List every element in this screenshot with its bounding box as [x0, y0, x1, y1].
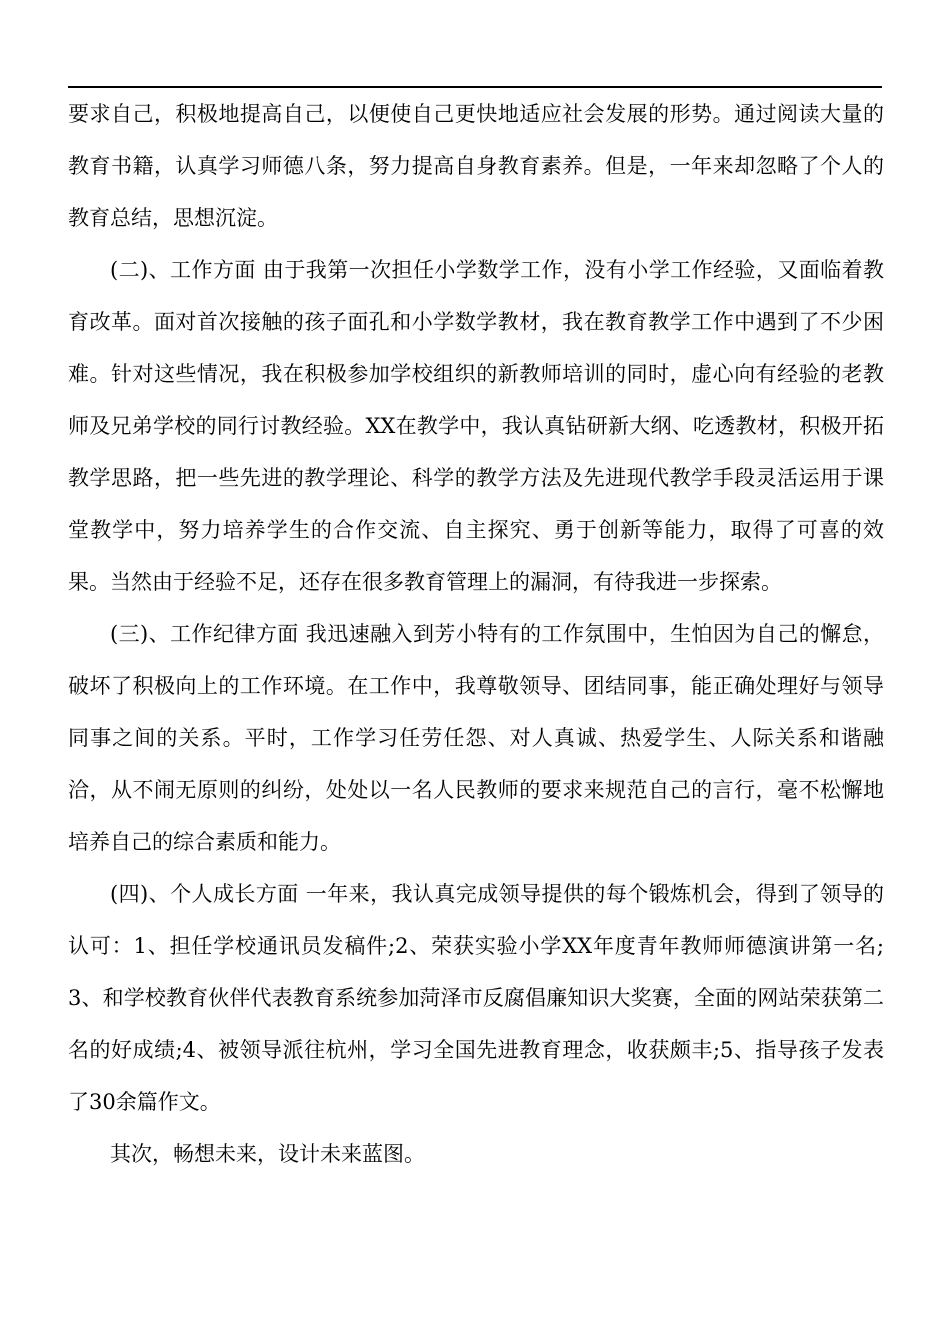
- paragraph-work-aspect: (二)、工作方面 由于我第一次担任小学数学工作，没有小学工作经验，又面临着教育改革。面对首次接触的孩子面孔和小学数学教材，我在教育教学工作中遇到了不少困难。针对这些情况，我在积极参加学校组织的新教师培训的同时，虚心向有经验的老教师及兄弟学校的同行讨教经验。XX在教学中，我认真钻研新大纲、吃透教材，积极开拓教学思路，把一些先进的教学理论、科学的教学方法及先进现代教学手段灵活运用于课堂教学中，努力培养学生的合作交流、自主探究、勇于创新等能力，取得了可喜的效果。当然由于经验不足，还存在很多教育管理上的漏洞，有待我进一步探索。: [68, 258, 884, 594]
- paragraph-future: 其次，畅想未来，设计未来蓝图。: [110, 1142, 425, 1166]
- document-body: [68, 88, 884, 1180]
- paragraph-continuation: 要求自己，积极地提高自己，以便使自己更快地适应社会发展的形势。通过阅读大量的教育书籍，认真学习师德八条，努力提高自身教育素养。但是，一年来却忽略了个人的教育总结，思想沉淀。: [68, 102, 884, 230]
- paragraph-personal-growth: (四)、个人成长方面 一年来，我认真完成领导提供的每个锻炼机会，得到了领导的认可：1、担任学校通讯员发稿件;2、荣获实验小学XX年度青年教师师德演讲第一名;3、和学校教育伙伴代表教育系统参加菏泽市反腐倡廉知识大奖赛，全面的网站荣获第二名的好成绩;4、被领导派往杭州，学习全国先进教育理念，收获颇丰;5、指导孩子发表了30余篇作文。: [68, 882, 884, 1114]
- paragraph-work-discipline: (三)、工作纪律方面 我迅速融入到芳小特有的工作氛围中，生怕因为自己的懈怠，破坏了积极向上的工作环境。在工作中，我尊敬领导、团结同事，能正确处理好与领导同事之间的关系。平时，工作学习任劳任怨、对人真诚、热爱学生、人际关系和谐融洽，从不闹无原则的纠纷，处处以一名人民教师的要求来规范自己的言行，毫不松懈地培养自己的综合素质和能力。: [68, 622, 884, 854]
